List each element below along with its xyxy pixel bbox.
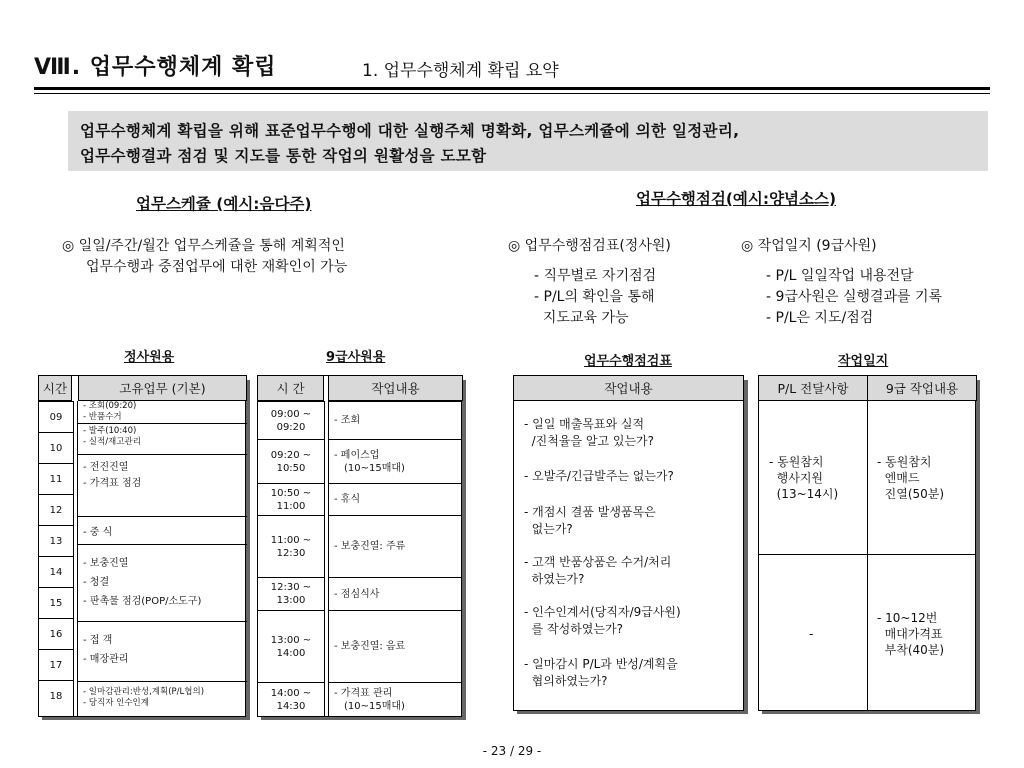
table4-r1c2-line: - 동원참치 bbox=[877, 455, 932, 469]
table1-task-line: - 조회(09:20) bbox=[83, 401, 137, 411]
summary-line-2: 업무수행결과 점검 및 지도를 통한 작업의 원활성을 도모함 bbox=[80, 147, 487, 165]
table2-time-end: 09:20 bbox=[276, 421, 306, 433]
table2-task-text: - 조회 bbox=[334, 415, 361, 426]
table4-r2c2-line: 매대가격표 bbox=[877, 627, 943, 641]
table3 bbox=[513, 375, 744, 711]
table2-time-start: 14:00 ~ bbox=[270, 688, 312, 699]
table1-task-line: - 가격표 점검 bbox=[83, 478, 142, 489]
table2-task-cell bbox=[328, 682, 462, 717]
table1-task-line: - 반품수거 bbox=[83, 412, 122, 422]
summary-line-1: 업무수행체계 확립을 위해 표준업무수행에 대한 실행주체 명확화, 업무스케쥴에 의한 일정관리, bbox=[80, 122, 740, 140]
table2-time-start: 13:00 ~ bbox=[270, 634, 312, 646]
table2-time-cell bbox=[258, 515, 324, 577]
table1-task-group-5 bbox=[83, 554, 243, 620]
table2-label: 9급사원용 bbox=[326, 350, 386, 365]
table1-task-group-7 bbox=[83, 687, 245, 713]
checklist-item-2: - P/L의 확인을 통해 bbox=[534, 289, 655, 305]
table3-header: 작업내용 bbox=[513, 375, 744, 401]
checklist-item-1: - 직무별로 자기점검 bbox=[534, 268, 657, 284]
table1-hour-cell: 18 bbox=[39, 680, 73, 711]
table2-task-cell bbox=[328, 483, 462, 515]
table3-item-line: - 일마감시 P/L과 반성/계획을 bbox=[524, 657, 678, 671]
table2-time-cell bbox=[258, 682, 324, 717]
table2-time-end: 14:00 bbox=[276, 647, 306, 659]
table2-time-cell bbox=[258, 610, 324, 682]
table2-time-start: 12:30 ~ bbox=[270, 582, 312, 593]
summary-box bbox=[68, 111, 988, 171]
worklog-item-1: - P/L 일일작업 내용전달 bbox=[766, 268, 914, 284]
table2-task-text: - 보충진열: 음료 bbox=[334, 641, 406, 652]
table3-item-line: 를 작성하였는가? bbox=[524, 622, 623, 636]
table2-task-cell bbox=[328, 610, 462, 682]
table1-task-line: - 청결 bbox=[83, 577, 110, 588]
table3-item-line: 협의하였는가? bbox=[524, 674, 608, 688]
checklist-item-3: 지도교육 가능 bbox=[534, 310, 629, 326]
schedule-bullet-line1: ◎ 일일/주간/월간 업무스케쥴을 통해 계획적인 bbox=[62, 238, 345, 254]
table2-header-time: 시 간 bbox=[257, 375, 324, 401]
table2-task-cell bbox=[328, 439, 462, 483]
table4-r2c1-line: - bbox=[809, 627, 814, 641]
table1-hour-cell: 17 bbox=[39, 649, 73, 680]
table2-task-text: - 휴식 bbox=[334, 494, 361, 505]
table1-hour-cell: 12 bbox=[39, 494, 73, 525]
table2-time-cell bbox=[258, 401, 324, 439]
table2-task-text: - 보충진열: 주류 bbox=[334, 541, 406, 552]
table2-time-cell bbox=[258, 577, 324, 610]
table2 bbox=[257, 375, 462, 717]
table4-header-pl: P/L 전달사항 bbox=[758, 375, 868, 401]
table2-task-cell bbox=[328, 515, 462, 577]
table1-hour-cell: 14 bbox=[39, 556, 73, 587]
table2-task-text: - 가격표 관리 bbox=[334, 688, 393, 699]
table4-r1c2-line: 엔매드 bbox=[877, 471, 920, 485]
table2-time-cell bbox=[258, 439, 324, 483]
table2-task-text: - 점심식사 bbox=[334, 588, 380, 600]
table1-task-line: - 접 객 bbox=[83, 635, 113, 646]
table4-label: 작업일지 bbox=[838, 354, 889, 369]
table4-r1c1-line: (13~14시) bbox=[769, 487, 839, 501]
table1-task-group-4 bbox=[83, 516, 243, 544]
page-number: - 23 / 29 - bbox=[482, 744, 542, 758]
table2-task-text: - 페이스업 bbox=[334, 449, 380, 461]
table1 bbox=[38, 375, 246, 717]
table4-r1c1-line: - 동원참치 bbox=[769, 455, 824, 469]
table2-task-cell bbox=[328, 577, 462, 610]
table2-time-start: 10:50 ~ bbox=[270, 487, 312, 499]
table3-item-line: 하였는가? bbox=[524, 572, 585, 586]
table3-item-line: - 고객 반품상품은 수거/처리 bbox=[524, 555, 672, 569]
inspection-heading: 업무수행점검(예시:양념소스) bbox=[636, 190, 837, 208]
table4-r2c2-line: - 10~12번 bbox=[877, 611, 938, 625]
table3-item-line: - 개점시 결품 발생품목은 bbox=[524, 505, 656, 519]
title-rule-thin bbox=[34, 93, 990, 94]
table3-item-line: /진척율을 알고 있는가? bbox=[524, 434, 654, 448]
schedule-heading: 업무스케쥴 (예시:음다주) bbox=[136, 195, 312, 213]
table3-label: 업무수행점검표 bbox=[584, 354, 672, 369]
table1-hour-cell: 15 bbox=[39, 587, 73, 618]
table2-time-end: 13:00 bbox=[276, 595, 306, 606]
table1-task-line: - 발주(10:40) bbox=[83, 426, 137, 436]
table2-task-detail: (10~15매대) bbox=[344, 701, 405, 712]
worklog-item-3: - P/L은 지도/점검 bbox=[766, 310, 874, 326]
table3-item-line: - 오발주/긴급발주는 없는가? bbox=[524, 469, 674, 483]
table1-task-line: - 실적/재고관리 bbox=[83, 437, 141, 447]
table1-task-line: - 당직자 인수인계 bbox=[83, 698, 149, 708]
subsection-title: 1. 업무수행체계 확립 요약 bbox=[362, 61, 559, 81]
table1-task-line: - 중 식 bbox=[83, 526, 113, 538]
table4-r1c2-line: 진열(50분) bbox=[877, 487, 945, 501]
table3-item-line: - 일일 매출목표와 실적 bbox=[524, 417, 645, 431]
table1-task-group-1 bbox=[83, 401, 243, 425]
table1-task-group-3 bbox=[83, 456, 243, 516]
table1-task-line: - 전진진열 bbox=[83, 462, 129, 473]
table1-hour-cell: 16 bbox=[39, 618, 73, 649]
table1-hour-cell: 11 bbox=[39, 463, 73, 494]
table1-task-group-2 bbox=[83, 426, 243, 452]
table2-task-cell bbox=[328, 401, 462, 439]
table2-time-end: 12:30 bbox=[276, 547, 306, 559]
table1-label: 정사원용 bbox=[124, 350, 175, 365]
inspection-bullet-checklist: ◎ 업무수행점검표(정사원) bbox=[508, 238, 671, 254]
table1-hour-cell: 09 bbox=[39, 401, 73, 432]
table2-header-task: 작업내용 bbox=[328, 375, 463, 401]
table2-time-end: 11:00 bbox=[276, 500, 306, 512]
schedule-bullet-line2: 업무수행과 중점업무에 대한 재확인이 가능 bbox=[86, 259, 348, 275]
section-title: Ⅷ. 업무수행체계 확립 bbox=[34, 55, 277, 80]
table2-task-detail: (10~15매대) bbox=[344, 462, 405, 474]
table4-r2c2-line: 부착(40분) bbox=[877, 643, 945, 657]
table1-hour-cell: 13 bbox=[39, 525, 73, 556]
table4 bbox=[758, 375, 976, 711]
table1-task-line: - 매장관리 bbox=[83, 654, 129, 665]
table3-item-line: 없는가? bbox=[524, 522, 573, 536]
table1-header-task: 고유업무 (기본) bbox=[78, 375, 247, 401]
table2-time-cell bbox=[258, 483, 324, 515]
table2-time-start: 09:20 ~ bbox=[270, 449, 312, 461]
table1-hour-cell: 10 bbox=[39, 432, 73, 463]
worklog-item-2: - 9급사원은 실행결과를 기록 bbox=[766, 289, 943, 305]
inspection-bullet-worklog: ◎ 작업일지 (9급사원) bbox=[741, 238, 877, 254]
table2-time-start: 11:00 ~ bbox=[270, 534, 312, 546]
table1-header-time: 시간 bbox=[38, 375, 72, 401]
table1-task-line: - 일마감관리:반성,계획(P/L협의) bbox=[83, 687, 205, 697]
table2-time-end: 10:50 bbox=[276, 462, 306, 474]
table1-task-group-6 bbox=[83, 631, 243, 679]
table2-time-end: 14:30 bbox=[276, 701, 306, 712]
table4-header-worker: 9급 작업내용 bbox=[867, 375, 977, 401]
table2-time-start: 09:00 ~ bbox=[270, 408, 312, 420]
title-rule-thick bbox=[34, 87, 990, 90]
table1-task-line: - 보충진열 bbox=[83, 558, 129, 569]
table1-task-line: - 판촉물 점검(POP/소도구) bbox=[83, 596, 202, 607]
table4-r1c1-line: 행사지원 bbox=[769, 471, 823, 485]
table3-item-line: - 인수인계서(당직자/9급사원) bbox=[524, 605, 681, 619]
